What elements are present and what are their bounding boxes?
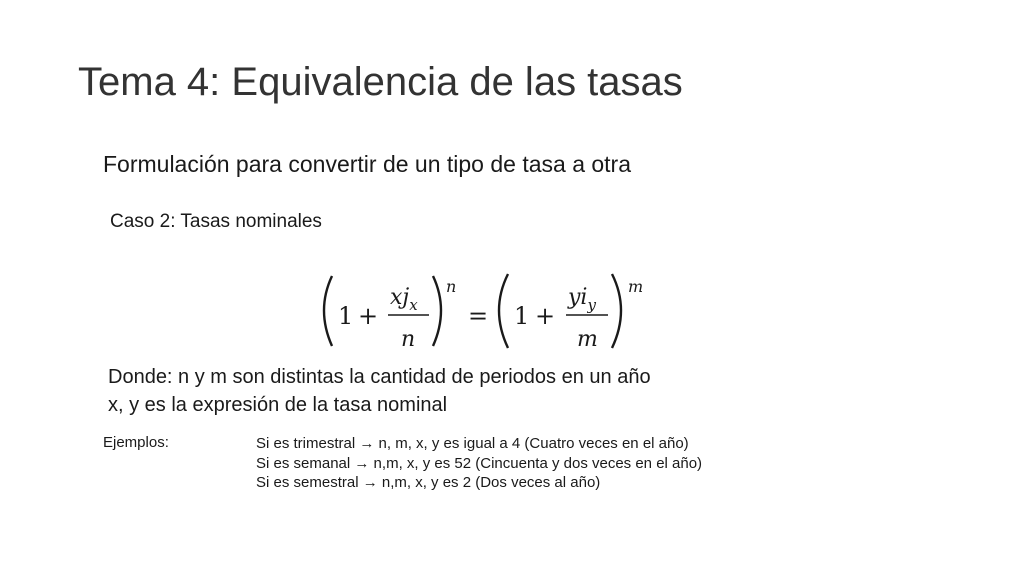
right-denominator: m	[577, 327, 598, 352]
formula-equals: =	[468, 302, 489, 330]
right-exponent: m	[628, 277, 644, 296]
right-close-paren	[612, 274, 621, 348]
formula-one-right: 1	[514, 302, 530, 330]
formula	[318, 266, 658, 358]
formula-plus-right: +	[535, 302, 556, 330]
right-open-paren	[499, 274, 508, 348]
example-row: Si es semanal → n,m, x, y es 52 (Cincuenta y dos veces en el año)	[256, 454, 703, 472]
slide-title: Tema 4: Equivalencia de las tasas	[78, 60, 683, 104]
definition-line-2: x, y es la expresión de la tasa nominal	[108, 394, 448, 416]
slide-subtitle: Formulación para convertir de un tipo de tasa a otra	[103, 151, 632, 177]
arrow-right-icon: →	[362, 474, 378, 491]
examples-label: Ejemplos:	[103, 434, 169, 451]
right-numerator: $yi_y$	[568, 285, 596, 314]
left-close-paren	[433, 276, 441, 346]
left-exponent: n	[446, 277, 457, 296]
formula-one-left: 1	[338, 302, 354, 330]
left-denominator: n	[401, 327, 416, 352]
example-row: Si es semestral → n,m, x, y es 2 (Dos veces al año)	[256, 474, 601, 491]
definitions-block	[108, 363, 651, 419]
arrow-right-icon: →	[359, 435, 375, 452]
case-heading: Caso 2: Tasas nominales	[110, 211, 322, 232]
examples-list	[256, 434, 702, 493]
example-row: Si es trimestral → n, m, x, y es igual a 4 (Cuatro veces en el año)	[256, 435, 689, 452]
left-numerator: $xj_x$	[390, 285, 418, 314]
arrow-right-icon: →	[354, 454, 370, 472]
formula-plus-left: +	[358, 302, 379, 330]
left-open-paren	[324, 276, 332, 346]
definition-line-1: Donde: n y m son distintas la cantidad de periodos en un año	[108, 366, 651, 388]
